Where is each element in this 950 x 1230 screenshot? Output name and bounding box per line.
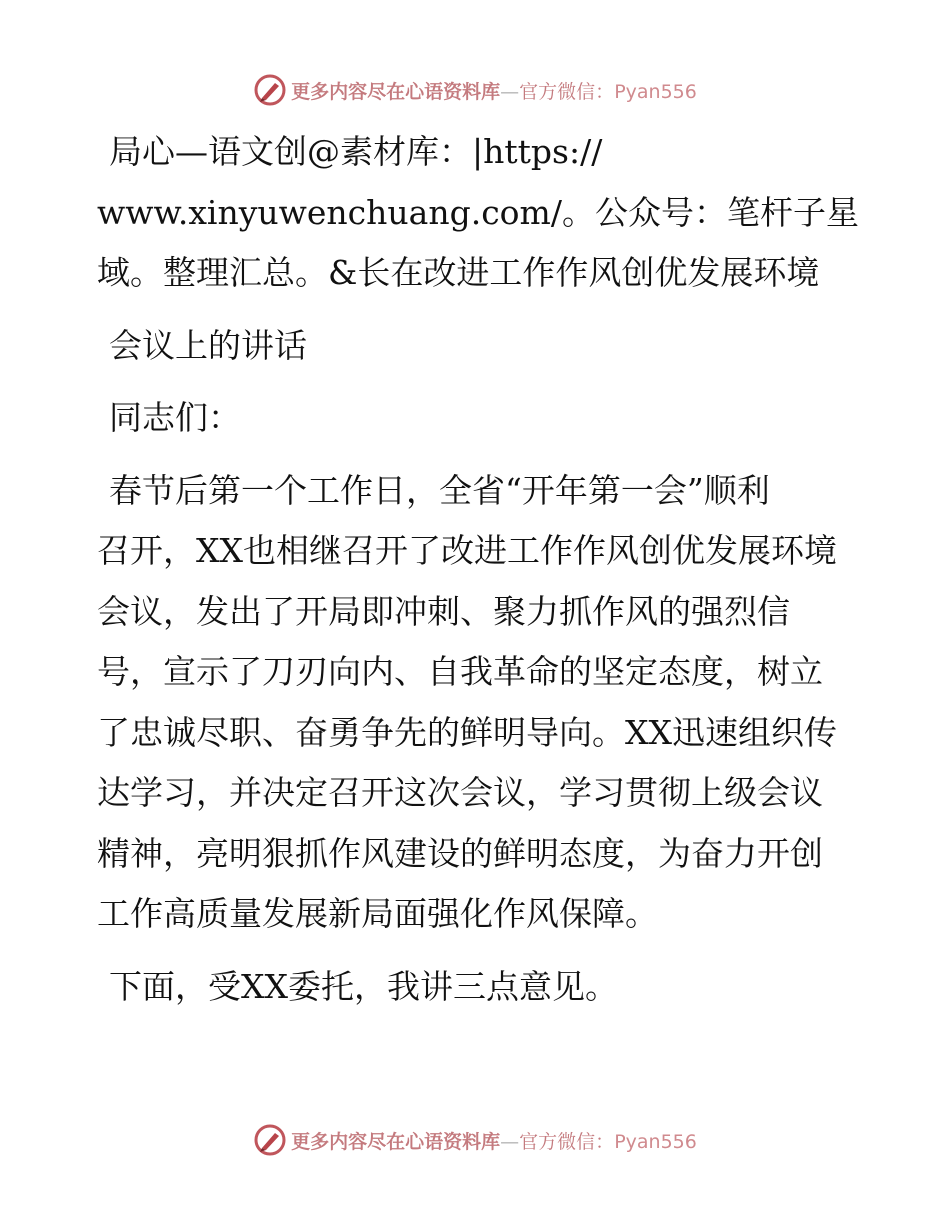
watermark-cn-text: 更多内容尽在心语资料库: [291, 80, 501, 103]
pen-logo-icon: [253, 1123, 287, 1157]
watermark-wechat-handle: Pyan556: [614, 1130, 697, 1153]
body-line: 会议，发出了开局即冲刺、聚力抓作风的强烈信: [97, 591, 790, 631]
body-line: 春节后第一个工作日，全省“开年第一会”顺利: [109, 470, 770, 510]
header-paragraph: [97, 122, 867, 304]
body-line: 召开，XX也相继召开了改进工作作风创优发展环境: [97, 531, 837, 570]
body-line: 了忠诚尽职、奋勇争先的鲜明导向。XX迅速组织传: [97, 712, 837, 752]
watermark-wechat-handle: Pyan556: [614, 80, 697, 103]
body-line: 工作高质量发展新局面强化作风保障。: [97, 894, 658, 933]
watermark-header: [0, 70, 950, 110]
body-line: 达学习，并决定召开这次会议，学习贯彻上级会议: [97, 773, 823, 812]
watermark-wechat-label: 官方微信：: [519, 1130, 615, 1153]
watermark-separator: —: [500, 1130, 520, 1153]
document-body: [97, 122, 867, 1017]
pen-logo-icon: [253, 73, 287, 107]
watermark-cn-text: 更多内容尽在心语资料库: [291, 1130, 501, 1153]
header-line: 域。整理汇总。&长在改进工作作风创优发展环境: [97, 253, 820, 292]
body-line: 号，宣示了刀刃向内、自我革命的坚定态度，树立: [97, 652, 823, 691]
body-line: 精神，亮明狠抓作风建设的鲜明态度，为奋力开创: [97, 833, 823, 873]
closing-line: 下面，受XX委托，我讲三点意见。: [109, 966, 618, 1006]
header-line: www.xinyuwenchuang.com/。公众号：笔杆子星: [97, 192, 859, 232]
body-paragraph: [97, 461, 867, 945]
title-line: 会议上的讲话: [109, 325, 307, 365]
salutation: 同志们：: [109, 398, 241, 437]
watermark-separator: —: [500, 80, 520, 103]
watermark-footer: [0, 1120, 950, 1160]
watermark-wechat-label: 官方微信：: [519, 80, 615, 103]
header-line: 局心—语文创@素材库：|https://: [109, 132, 603, 171]
